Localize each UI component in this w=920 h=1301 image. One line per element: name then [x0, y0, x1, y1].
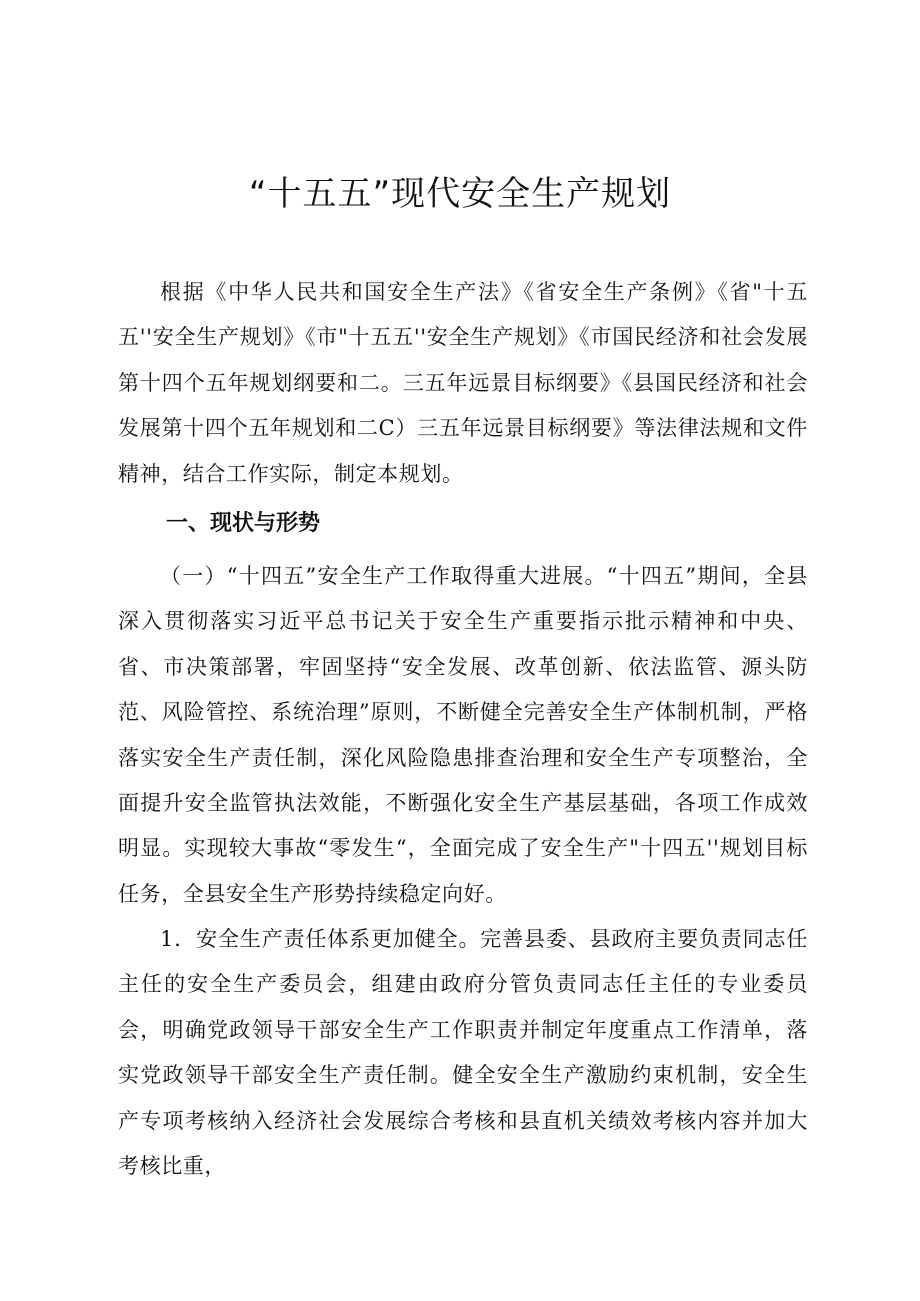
document-title: “十五五”现代安全生产规划 [248, 174, 672, 214]
section-paragraph: （一）“十四五”安全生产工作取得重大进展。“十四五”期间，全县深入贯彻落实习近平总书记关于安全生产重要指示批示精神和中央、省、市决策部署，牢固坚持“安全发展、改革创新、依法监管、源头防范、风险管控、系统治理”原则，不断健全完善安全生产体制机制，严格落实安全生产责任制，深化风险隐患排查治理和安全生产专项整治，全面提升安全监管执法效能，不断强化安全生产基层基础，各项工作成效明显。实现较大事故“零发生“，全面完成了安全生产"十四五''规划目标任务，全县安全生产形势持续稳定向好。 [118, 564, 808, 906]
intro-paragraph: 根据《中华人民共和国安全生产法》《省安全生产条例》《省"十五五''安全生产规划》《市"十五五''安全生产规划》《市国民经济和社会发展第十四个五年规划纲要和二。三五年远景目标纲要》《县国民经济和社会发展第十四个五年规划和二C）三五年远景目标纲要》等法律法规和文件精神，结合工作实际，制定本规划。 [118, 280, 808, 486]
item-paragraph: 1．安全生产责任体系更加健全。完善县委、县政府主要负责同志任主任的安全生产委员会，组建由政府分管负责同志任主任的专业委员会，明确党政领导干部安全生产工作职责并制定年度重点工作清单，落实党政领导干部安全生产责任制。健全安全生产激励约束机制，安全生产专项考核纳入经济社会发展综合考核和县直机关绩效考核内容并加大考核比重， [118, 927, 808, 1179]
section-heading: 一、现状与形势 [166, 511, 321, 536]
